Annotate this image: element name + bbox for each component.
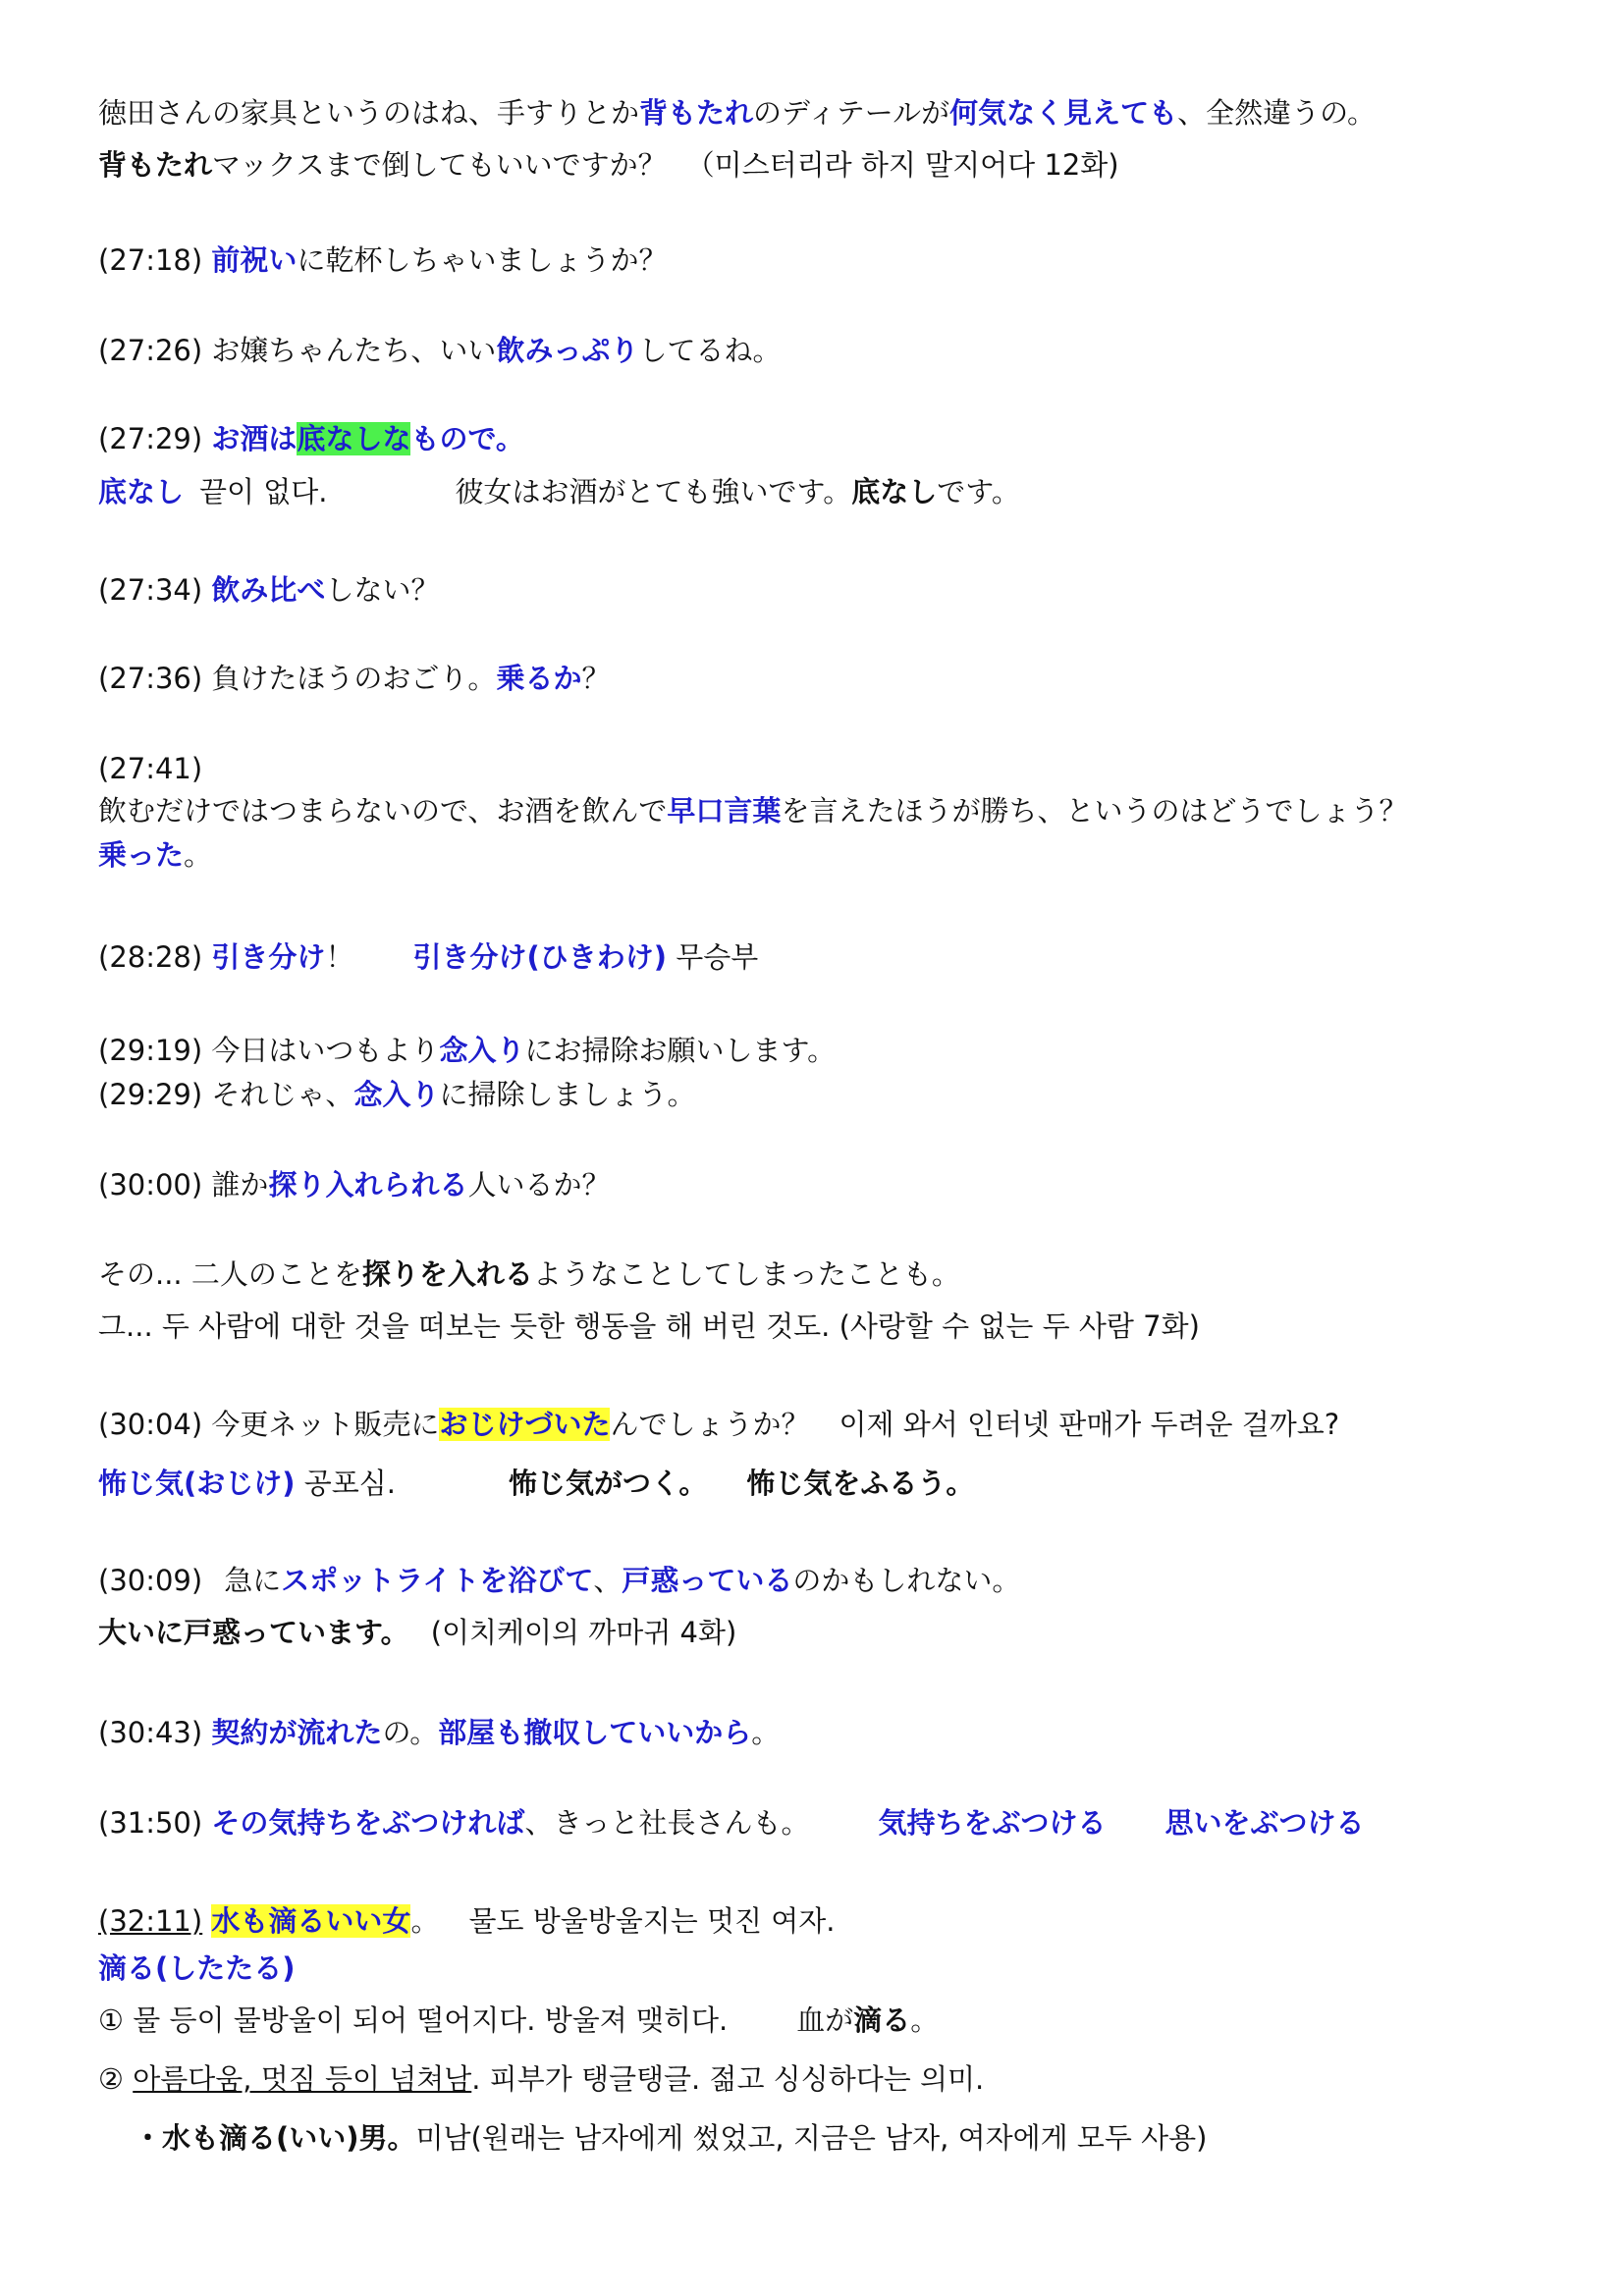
timestamp: (30:09) bbox=[98, 1564, 203, 1597]
line-25 bbox=[98, 1949, 296, 1988]
line-3 bbox=[98, 240, 667, 280]
line-12 bbox=[98, 937, 758, 977]
list-number: ① bbox=[98, 2003, 124, 2037]
line-22 bbox=[98, 1713, 780, 1752]
source-note: （미스터리라 하지 말지어다 12화) bbox=[685, 148, 1119, 182]
text: ！ bbox=[325, 940, 354, 974]
text: お嬢ちゃんたち、いい bbox=[211, 334, 497, 367]
text: 徳田さんの家具というのはね、手すりとか bbox=[98, 96, 640, 130]
timestamp: (28:28) bbox=[98, 940, 203, 974]
text: の。 bbox=[382, 1716, 439, 1749]
text: してるね。 bbox=[638, 334, 782, 367]
text: ようなことしてしまったことも。 bbox=[532, 1257, 960, 1291]
text: しない？ bbox=[325, 573, 440, 607]
vocab-black: 怖じ気がつく。 bbox=[509, 1467, 708, 1500]
line-24 bbox=[98, 1901, 836, 1941]
line-13 bbox=[98, 1031, 836, 1070]
vocab-highlight: 底なしな bbox=[297, 422, 411, 455]
vocab: その気持ちをぶつければ bbox=[211, 1806, 525, 1840]
text: その... 二人のことを bbox=[98, 1257, 362, 1291]
translation: 무승부 bbox=[676, 940, 759, 974]
line-7 bbox=[98, 570, 439, 610]
text: のかもしれない。 bbox=[792, 1564, 1021, 1597]
vocab: 契約が流れた bbox=[211, 1716, 383, 1749]
line-1 bbox=[98, 93, 1376, 133]
line-4 bbox=[98, 331, 781, 370]
timestamp: (27:34) bbox=[98, 573, 203, 607]
timestamp: (31:50) bbox=[98, 1806, 203, 1840]
line-11 bbox=[98, 835, 212, 875]
line-15 bbox=[98, 1165, 610, 1204]
text: 今更ネット販売に bbox=[211, 1408, 440, 1441]
vocab: お酒は bbox=[211, 422, 298, 455]
vocab: 探り入れられる bbox=[268, 1168, 468, 1201]
text: 負けたほうのおごり。 bbox=[211, 662, 497, 695]
text: 、 bbox=[593, 1564, 623, 1597]
text: 、きっと社長さんも。 bbox=[524, 1806, 810, 1840]
text: に乾杯しちゃいましょうか？ bbox=[297, 243, 668, 277]
timestamp: (27:18) bbox=[98, 243, 203, 277]
vocab: もので。 bbox=[410, 422, 524, 455]
text: にお掃除お願いします。 bbox=[524, 1034, 837, 1067]
vocab: 乗るか bbox=[496, 662, 582, 695]
vocab: 滴る(したたる) bbox=[98, 1951, 296, 1985]
timestamp: (29:29) bbox=[98, 1078, 203, 1111]
vocab: 飲みっぷり bbox=[496, 334, 639, 367]
text: 今日はいつもより bbox=[211, 1034, 440, 1067]
vocab: 底なし bbox=[98, 475, 185, 508]
vocab-black: 怖じ気をふるう。 bbox=[746, 1467, 975, 1500]
translation: 미남(원래는 남자에게 썼었고, 지금은 남자, 여자에게 모두 사용) bbox=[415, 2121, 1208, 2155]
timestamp: (30:43) bbox=[98, 1716, 203, 1749]
line-18 bbox=[98, 1405, 1339, 1444]
timestamp: (30:04) bbox=[98, 1408, 203, 1441]
line-17 bbox=[98, 1307, 1200, 1346]
vocab: 思いをぶつける bbox=[1164, 1806, 1365, 1840]
vocab: 前祝い bbox=[211, 243, 298, 277]
line-19 bbox=[98, 1464, 974, 1503]
text: です。 bbox=[937, 475, 1020, 508]
text: 、全然違うの。 bbox=[1177, 96, 1376, 130]
timestamp: (27:36) bbox=[98, 662, 203, 695]
text: 飲むだけではつまらないので、お酒を飲んで bbox=[98, 794, 668, 828]
text: ？ bbox=[581, 662, 611, 695]
text: 誰か bbox=[211, 1168, 269, 1201]
source-note: (이치케이의 까마귀 4화) bbox=[430, 1616, 737, 1649]
vocab-black: 探りを入れる bbox=[361, 1257, 533, 1291]
translation: 끝이 없다. bbox=[199, 475, 328, 508]
vocab: スポットライトを浴びて bbox=[281, 1564, 594, 1597]
vocab: 飲み比べ bbox=[211, 573, 326, 607]
vocab-black: 底なし bbox=[851, 475, 938, 508]
timestamp: (27:29) bbox=[98, 422, 203, 455]
line-26 bbox=[98, 2001, 939, 2040]
translation: 공포심. bbox=[303, 1467, 396, 1500]
vocab: 気持ちをぶつける bbox=[878, 1806, 1107, 1840]
translation: 물 등이 물방울이 되어 떨어지다. 방울져 맺히다. bbox=[133, 2003, 729, 2037]
vocab: 乗った bbox=[98, 838, 185, 872]
timestamp: (30:00) bbox=[98, 1168, 203, 1201]
text: のディテールが bbox=[753, 96, 950, 130]
vocab-highlight: おじけづいた bbox=[439, 1408, 611, 1441]
vocab: 念入り bbox=[439, 1034, 525, 1067]
vocab: 何気なく見えても bbox=[949, 96, 1178, 130]
vocab: 怖じ気(おじけ) bbox=[98, 1467, 296, 1500]
vocab: 引き分け(ひきわけ) bbox=[412, 940, 667, 974]
vocab-highlight: 水も滴るいい女 bbox=[211, 1904, 411, 1938]
line-2 bbox=[98, 145, 1119, 185]
line-5 bbox=[98, 419, 524, 458]
vocab: 部屋も撤収していいから bbox=[438, 1716, 752, 1749]
text: 。 bbox=[184, 838, 213, 872]
timestamp: (32:11) bbox=[98, 1904, 203, 1938]
timestamp: (29:19) bbox=[98, 1034, 203, 1067]
timestamp: (27:41) bbox=[98, 752, 203, 785]
text: 。 bbox=[751, 1716, 781, 1749]
line-23 bbox=[98, 1803, 1364, 1842]
line-6 bbox=[98, 472, 1020, 511]
text: 。 bbox=[910, 2003, 940, 2037]
translation-underlined: 아름다움, 멋짐 등이 넘쳐남 bbox=[133, 2062, 472, 2096]
vocab: 戸惑っている bbox=[622, 1564, 793, 1597]
line-9 bbox=[98, 749, 202, 788]
line-14 bbox=[98, 1075, 695, 1114]
line-28 bbox=[134, 2118, 1207, 2158]
text: んでしょうか？ bbox=[610, 1408, 810, 1441]
text: を言えたほうが勝ち、というのはどうでしょう？ bbox=[781, 794, 1408, 828]
line-20 bbox=[98, 1561, 1020, 1600]
line-21 bbox=[98, 1613, 736, 1652]
line-27 bbox=[98, 2059, 984, 2099]
text: 急に bbox=[224, 1564, 282, 1597]
timestamp: (27:26) bbox=[98, 334, 203, 367]
example: 彼女はお酒がとても強いです。 bbox=[455, 475, 852, 508]
vocab: 背もたれ bbox=[639, 96, 754, 130]
translation: 물도 방울방울지는 멋진 여자. bbox=[468, 1904, 836, 1938]
example: 血が bbox=[796, 2003, 854, 2037]
text: 。 bbox=[410, 1904, 440, 1938]
line-10 bbox=[98, 791, 1407, 830]
vocab: 引き分け bbox=[211, 940, 326, 974]
text: に掃除しましょう。 bbox=[439, 1078, 696, 1111]
line-16 bbox=[98, 1255, 960, 1294]
vocab-black: 背もたれ bbox=[98, 148, 213, 182]
line-8 bbox=[98, 659, 610, 698]
vocab: 早口言葉 bbox=[667, 794, 782, 828]
translation: . 피부가 탱글탱글. 젊고 싱싱하다는 의미. bbox=[471, 2062, 985, 2096]
translation: 그... 두 사람에 대한 것을 떠보는 듯한 행동을 해 버린 것도. (사랑할 수 없는 두 사람 7화) bbox=[98, 1309, 1200, 1343]
text: 人いるか？ bbox=[467, 1168, 611, 1201]
list-number: ② bbox=[98, 2062, 124, 2096]
translation: 이제 와서 인터넷 판매가 두려운 걸까요? bbox=[839, 1408, 1340, 1441]
vocab: 念入り bbox=[353, 1078, 440, 1111]
vocab-black: 大いに戸惑っています。 bbox=[98, 1616, 409, 1649]
text: それじゃ、 bbox=[211, 1078, 354, 1111]
text: マックスまで倒してもいいですか？ bbox=[212, 148, 667, 182]
vocab-black: 滴る bbox=[853, 2003, 911, 2037]
vocab-black: ・水も滴る(いい)男。 bbox=[134, 2121, 416, 2155]
